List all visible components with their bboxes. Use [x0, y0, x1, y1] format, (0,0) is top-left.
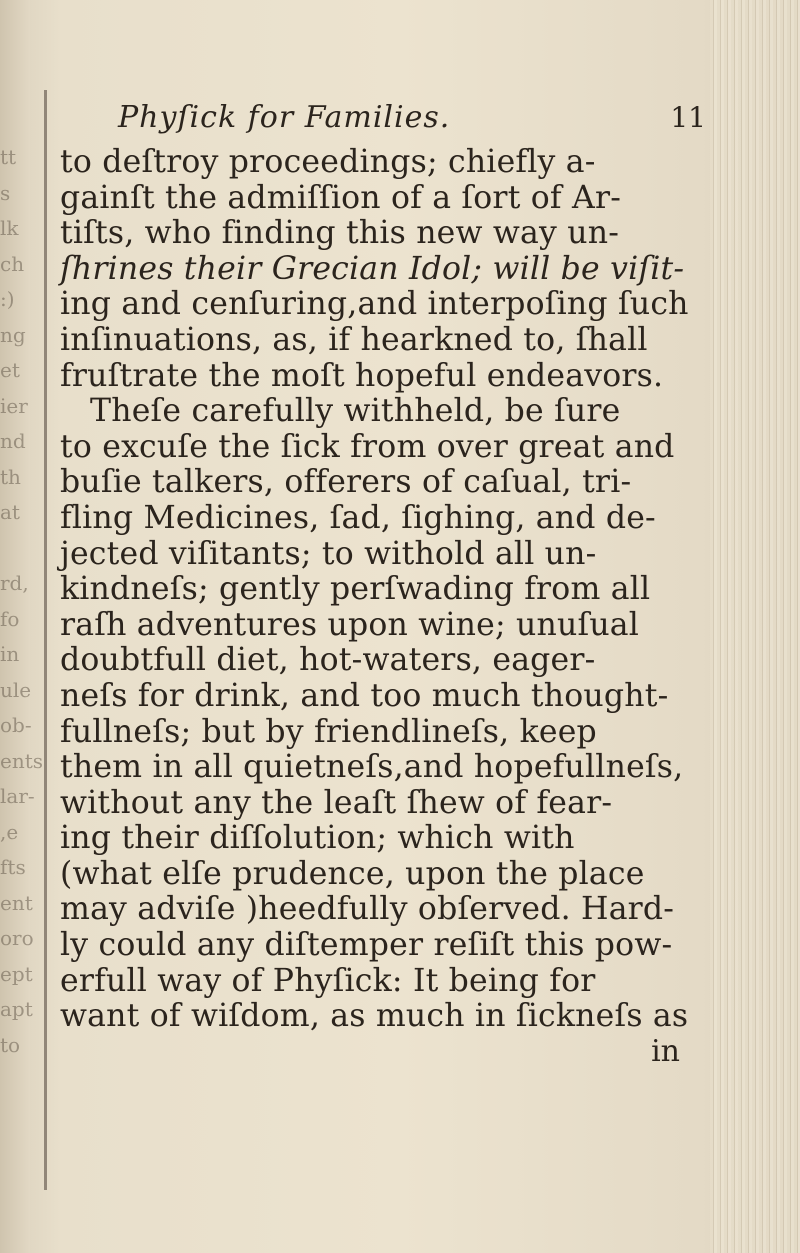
running-title: Phyſick for Families.: [118, 100, 451, 135]
text-line: ſhrines their Grecian Idol; will be viſit-: [60, 250, 685, 287]
margin-fragment: in: [0, 642, 20, 666]
margin-fragment: th: [0, 464, 21, 489]
text-line: erfull way of Phyſick: It being for: [60, 962, 596, 999]
text-line: neſs for drink, and too much thought-: [60, 677, 669, 714]
text-line: ly could any diſtemper reſiſt this pow-: [60, 927, 673, 964]
text-line: to deſtroy proceedings; chiefly a-: [60, 144, 596, 180]
margin-fragment: fo: [0, 606, 20, 631]
margin-fragment: fts: [0, 855, 26, 879]
margin-fragment: ents: [0, 748, 44, 773]
body-text: [60, 145, 710, 1035]
catchword: in: [651, 1033, 680, 1069]
margin-fragment: lk: [0, 216, 19, 240]
text-line: to excuſe the ſick from over great and: [60, 428, 675, 465]
text-line: them in all quietneſs,and hopefullneſs,: [60, 749, 684, 786]
text-line: buſie talkers, offerers of caſual, tri-: [60, 464, 632, 501]
text-line: ing and cenſuring,and interpoſing ſuch: [60, 286, 689, 323]
margin-fragment: et: [0, 358, 20, 382]
text-line: gainſt the admiſſion of a ſort of Ar-: [60, 179, 622, 216]
binding-edge: [44, 90, 47, 1190]
book-page: [60, 100, 710, 1069]
text-line: ing their diſſolution; which with: [60, 820, 575, 857]
text-line: fruſtrate the moſt hopeful endeavors.: [60, 357, 664, 394]
margin-fragment: ier: [0, 393, 28, 418]
margin-fragment: apt: [0, 997, 33, 1021]
margin-fragment: ch: [0, 251, 25, 276]
margin-fragment: ent: [0, 890, 33, 915]
text-line: jected viſitants; to withold all un-: [60, 535, 597, 572]
running-head: [60, 100, 710, 135]
text-line: tiſts, who finding this new way un-: [60, 215, 620, 252]
margin-fragment: at: [0, 500, 20, 524]
margin-fragment: nd: [0, 429, 26, 453]
margin-fragment: ng: [0, 322, 26, 347]
catchword-row: [60, 1035, 710, 1069]
text-line: inſinuations, as, if hearkned to, ſhall: [60, 321, 648, 358]
text-line: Theſe carefully withheld, be ſure: [90, 393, 621, 430]
text-line: raſh adventures upon wine; unuſual: [60, 606, 640, 643]
margin-fragment: :): [0, 287, 15, 311]
margin-fragment: ,e: [0, 819, 19, 844]
margin-fragment: ule: [0, 677, 32, 702]
text-line: without any the leaſt ſhew of fear-: [60, 784, 613, 821]
margin-fragment: rd,: [0, 571, 29, 595]
margin-fragment: oro: [0, 926, 34, 950]
margin-fragment: s: [0, 180, 11, 205]
text-line: may adviſe )heedfully obſerved. Hard-: [60, 891, 675, 928]
text-line: kindneſs; gently perſwading from all: [60, 571, 651, 608]
text-line: fling Medicines, ſad, ſighing, and de-: [60, 499, 656, 536]
margin-fragment: lar-: [0, 784, 35, 808]
margin-fragment: ob-: [0, 713, 32, 737]
page-edges: [710, 0, 800, 1253]
text-line: doubtfull diet, hot-waters, eager-: [60, 642, 596, 679]
text-line: fullneſs; but by friendlineſs, keep: [60, 713, 597, 750]
margin-fragment: to: [0, 1032, 21, 1057]
text-line: (what elſe prudence, upon the place: [60, 855, 645, 892]
text-line: want of wiſdom, as much in ſickneſs as: [60, 998, 689, 1035]
facing-page-margin: [0, 140, 44, 1063]
margin-fragment: [0, 531, 36, 567]
page-number: 11: [670, 101, 706, 134]
margin-fragment: tt: [0, 145, 17, 169]
margin-fragment: ept: [0, 961, 33, 986]
